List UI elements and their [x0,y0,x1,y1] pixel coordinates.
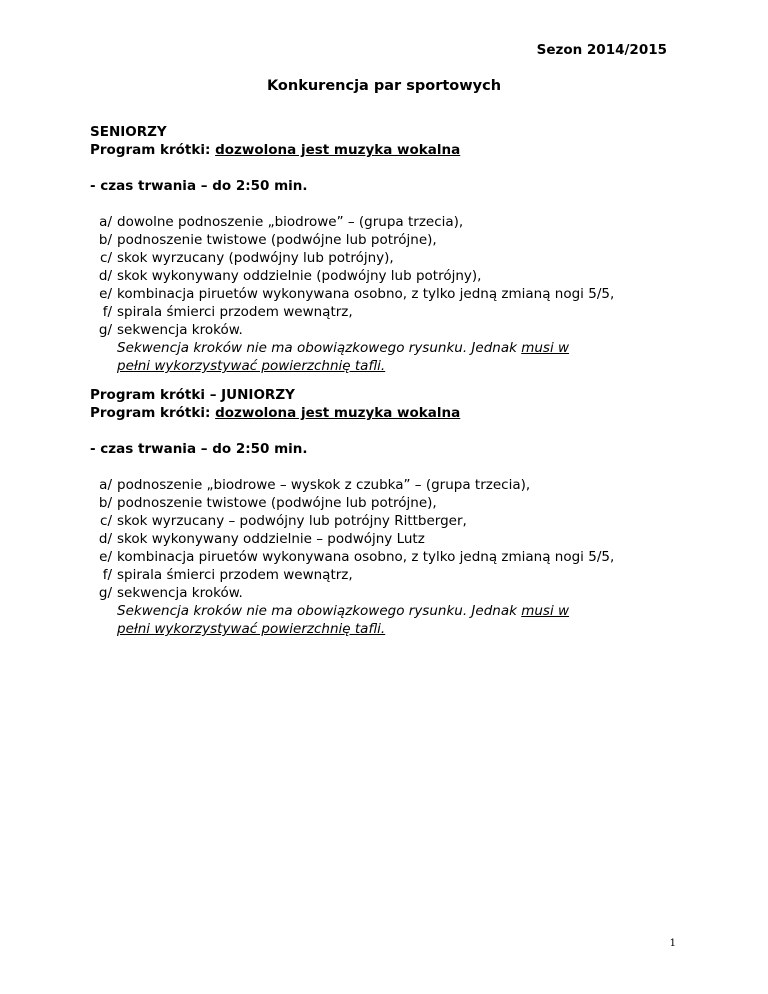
list-marker: e/ [99,549,112,565]
list-item [90,530,690,548]
list-marker: g/ [98,585,112,601]
list-marker: f/ [102,304,112,320]
list-item-text: skok wyrzucany (podwójny lub potrójny), [117,250,394,266]
program-music-rule: dozwolona jest muzyka wokalna [215,142,461,158]
note-text: Sekwencja kroków nie ma obowiązkowego rysunku. Jednak [117,340,522,356]
list-item-text: skok wykonywany oddzielnie – podwójny Lutz [117,531,425,547]
list-item [90,321,690,339]
list-item-text: sekwencja kroków. [117,585,243,601]
list-marker: d/ [98,268,112,284]
seniors-duration: - czas trwania – do 2:50 min. [90,178,308,194]
note-text: Sekwencja kroków nie ma obowiązkowego rysunku. Jednak [117,603,522,619]
list-item [90,476,690,494]
list-item [90,566,690,584]
note-underlined-text: musi w pełni wykorzystywać powierzchnię tafli. [117,603,570,637]
list-item [90,231,690,249]
list-item [90,548,690,566]
list-marker: d/ [98,531,112,547]
list-item-text: podnoszenie „biodrowe – wyskok z czubka” – (grupa trzecia), [117,477,531,493]
list-item-text: kombinacja piruetów wykonywana osobno, z tylko jedną zmianą nogi 5/5, [117,286,615,302]
list-item [90,584,690,602]
list-item [90,303,690,321]
list-item-text: spirala śmierci przodem wewnątrz, [117,567,353,583]
juniors-element-list [90,476,690,638]
program-music-rule: dozwolona jest muzyka wokalna [215,405,461,421]
list-item-text: podnoszenie twistowe (podwójne lub potrójne), [117,495,437,511]
juniors-section [90,386,690,638]
list-item [90,512,690,530]
juniors-program-line [90,404,690,422]
juniors-heading: Program krótki – JUNIORZY [90,387,295,403]
seniors-element-list [90,213,690,375]
note-underlined-text: musi w pełni wykorzystywać powierzchnię tafli. [117,340,570,374]
list-item-text: skok wykonywany oddzielnie (podwójny lub potrójny), [117,268,482,284]
program-label: Program krótki: [90,405,216,421]
list-item [90,213,690,231]
list-item-text: dowolne podnoszenie „biodrowe” – (grupa trzecia), [117,214,464,230]
list-item [90,285,690,303]
seniors-section [90,123,690,375]
list-marker: a/ [99,214,112,230]
list-item-text: kombinacja piruetów wykonywana osobno, z tylko jedną zmianą nogi 5/5, [117,549,615,565]
juniors-duration: - czas trwania – do 2:50 min. [90,441,308,457]
list-item-text: podnoszenie twistowe (podwójne lub potrójne), [117,232,437,248]
list-item-text: skok wyrzucany – podwójny lub potrójny Rittberger, [117,513,467,529]
list-marker: c/ [100,513,112,529]
list-item [90,267,690,285]
step-sequence-note [90,339,587,375]
list-marker: c/ [100,250,112,266]
step-sequence-note [90,602,587,638]
list-marker: b/ [98,232,112,248]
list-item-text: sekwencja kroków. [117,322,243,338]
list-marker: f/ [102,567,112,583]
seniors-program-line [90,141,690,159]
list-item-text: spirala śmierci przodem wewnątrz, [117,304,353,320]
list-marker: a/ [99,477,112,493]
page-number: 1 [669,938,676,949]
program-label: Program krótki: [90,142,216,158]
document-title: Konkurencja par sportowych [266,78,502,94]
list-marker: g/ [98,322,112,338]
list-marker: b/ [98,495,112,511]
list-marker: e/ [99,286,112,302]
list-item [90,494,690,512]
seniors-heading: SENIORZY [90,124,167,140]
list-item [90,249,690,267]
season-label: Sezon 2014/2015 [536,42,667,58]
